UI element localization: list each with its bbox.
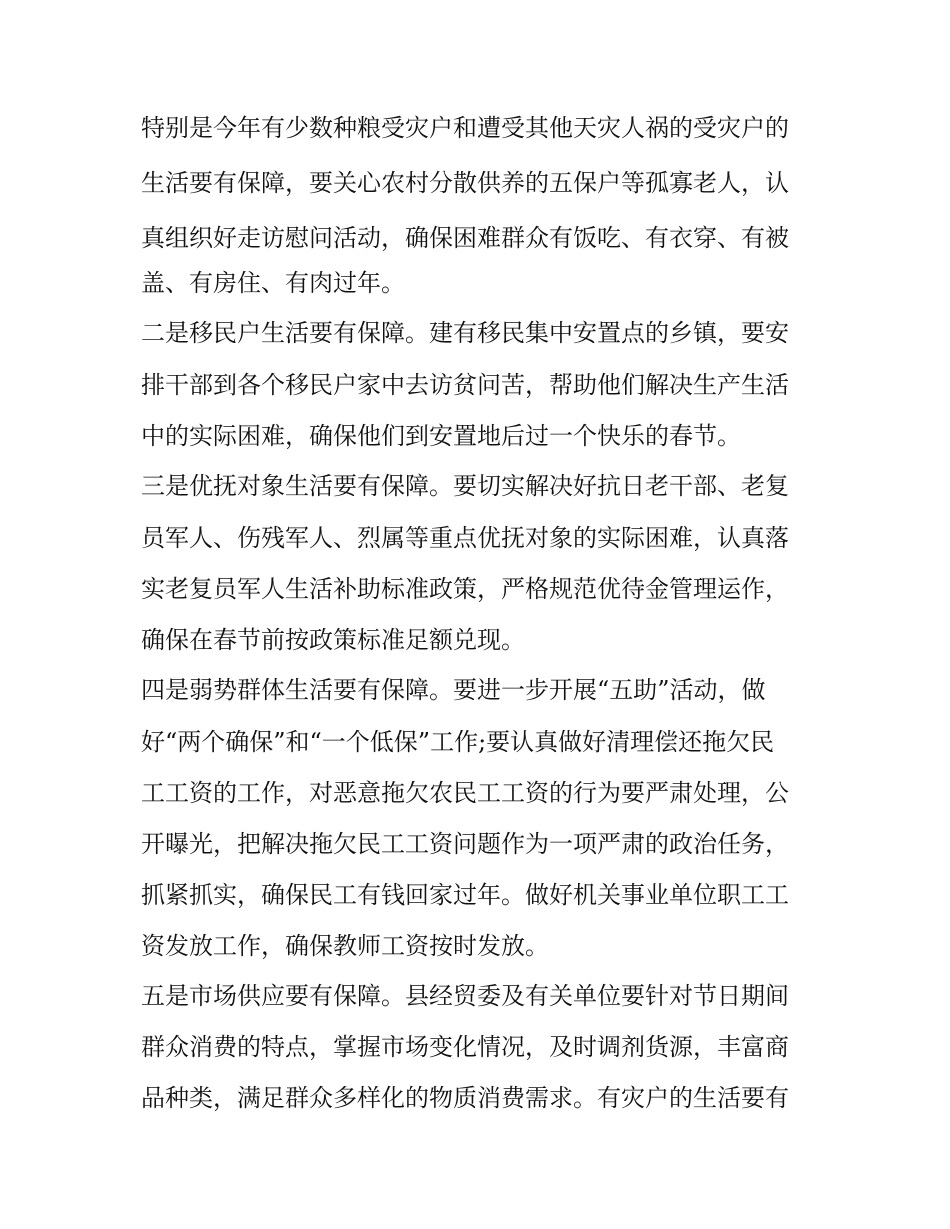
text-line: 群众消费的特点，掌握市场变化情况，及时调剂货源，丰富商 (141, 1033, 789, 1061)
text-line: 排干部到各个移民户家中去访贫问苦，帮助他们解决生产生活 (141, 371, 789, 399)
text-line: 实老复员军人生活补助标准政策，严格规范优待金管理运作， (141, 575, 789, 603)
text-line: 特别是今年有少数种粮受灾户和遭受其他天灾人祸的受灾户的 (141, 114, 789, 142)
text-line: 品种类，满足群众多样化的物质消费需求。有灾户的生活要有 (141, 1084, 789, 1112)
text-line: 资发放工作，确保教师工资按时发放。 (141, 932, 549, 960)
text-line: 三是优抚对象生活要有保障。要切实解决好抗日老干部、老复 (141, 472, 789, 500)
text-line: 工工资的工作，对恶意拖欠农民工工资的行为要严肃处理，公 (141, 779, 789, 807)
text-line: 真组织好走访慰问活动，确保困难群众有饭吃、有衣穿、有被 (141, 224, 789, 252)
text-line: 中的实际困难，确保他们到安置地后过一个快乐的春节。 (141, 422, 741, 450)
text-line: 四是弱势群体生活要有保障。要进一步开展“五助”活动，做 (141, 676, 766, 704)
text-line: 盖、有房住、有肉过年。 (141, 269, 405, 297)
text-line: 好“两个确保”和“一个低保”工作;要认真做好清理偿还拖欠民 (141, 728, 775, 756)
text-line: 生活要有保障，要关心农村分散供养的五保户等孤寡老人，认 (141, 169, 789, 197)
text-line: 员军人、伤残军人、烈属等重点优抚对象的实际困难，认真落 (141, 524, 789, 552)
text-line: 抓紧抓实，确保民工有钱回家过年。做好机关事业单位职工工 (141, 881, 789, 909)
text-line: 二是移民户生活要有保障。建有移民集中安置点的乡镇，要安 (141, 319, 789, 347)
text-line: 开曝光，把解决拖欠民工工资问题作为一项严肃的政治任务， (141, 830, 789, 858)
text-line: 五是市场供应要有保障。县经贸委及有关单位要针对节日期间 (141, 982, 789, 1010)
text-line: 确保在春节前按政策标准足额兑现。 (141, 626, 525, 654)
